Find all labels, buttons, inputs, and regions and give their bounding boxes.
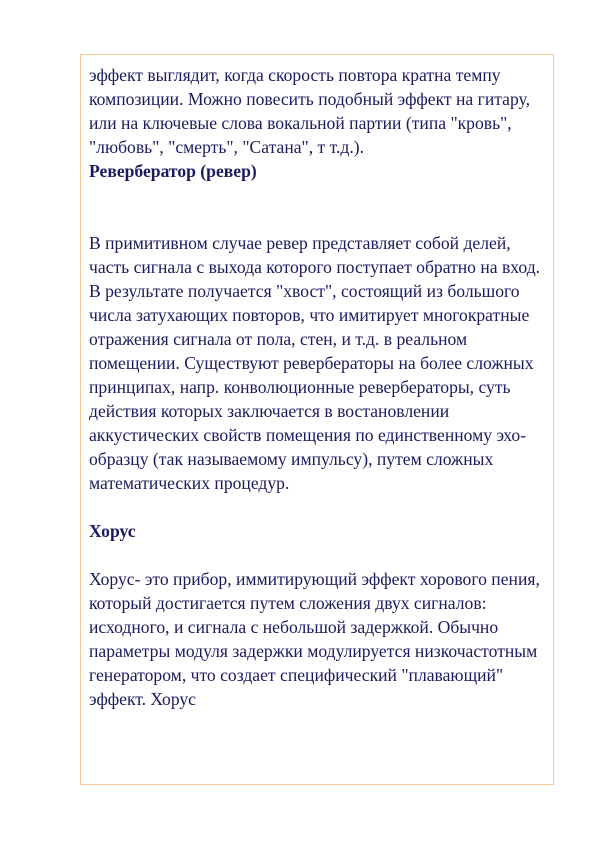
echo-paragraph-end: эффект выглядит, когда скорость повтора кратна темпу композиции. Можно повесить подобный эффект на гитару, или на ключевые слова вокальной партии (типа "кровь", "любовь", "смерть", "Сатана", т т.д.). xyxy=(89,65,530,157)
spacer xyxy=(89,495,549,519)
reverb-heading: Ревербератор (ревер) xyxy=(89,161,257,181)
document-content xyxy=(89,63,549,711)
chorus-heading: Хорус xyxy=(89,521,136,541)
chorus-paragraph: Хорус- это прибор, иммитирующий эффект хорового пения, который достигается путем сложения двух сигналов: исходного, и сигнала с небольшой задержкой. Обычно параметры модуля задержки модулируется низкочастотным генератором, что создает специфический "плавающий" эффект. Хорус xyxy=(89,569,540,709)
spacer xyxy=(89,543,549,567)
text-frame xyxy=(80,54,554,785)
reverb-paragraph: В примитивном случае ревер представляет собой делей, часть сигнала с выхода которого поступает обратно на вход. В результате получается "хвост", состоящий из большого числа затухающих повторов, что имитирует многократные отражения сигнала от пола, стен, и т.д. в реальном помещении. Существуют ревербераторы на более сложных принципах, напр. конволюционные ревербераторы, суть действия которых заключается в востановлении аккустических свойств помещения по единственному эхо-образцу (так называемому импульсу), путем сложных математических процедур. xyxy=(89,233,541,493)
spacer xyxy=(89,183,549,231)
